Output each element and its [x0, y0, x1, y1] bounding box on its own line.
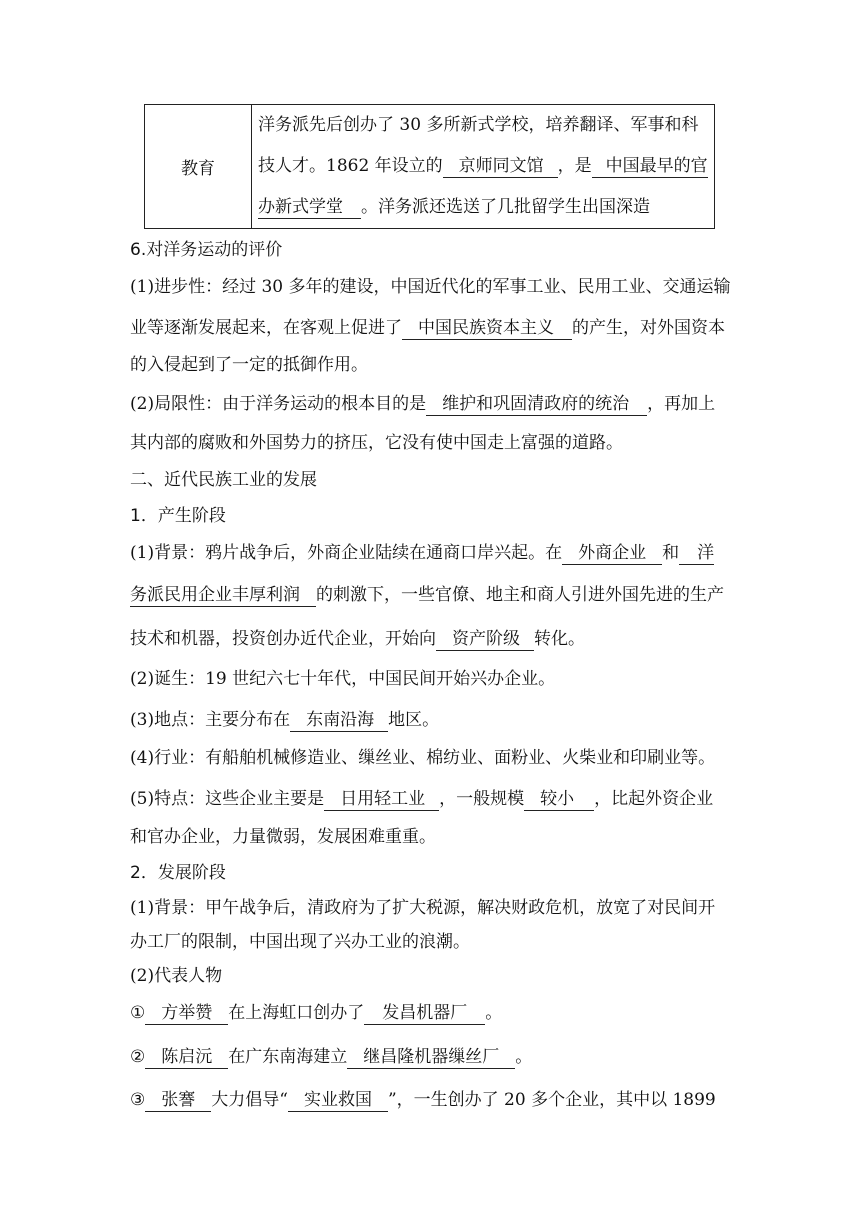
paragraph-line [130, 389, 715, 416]
paragraph-line [130, 998, 502, 1025]
text: (5)特点：这些企业主要是 [130, 789, 325, 809]
subsection-title: 1．产生阶段 [130, 506, 226, 526]
answer-blank: 方举赞 [145, 1002, 228, 1025]
text: (2)局限性：由于洋务运动的根本目的是 [130, 394, 427, 414]
answer-blank: 资产阶级 [436, 628, 534, 651]
answer-blank: 务派民用企业丰厚利润 [130, 584, 316, 607]
text: 的产生，对外国资本 [572, 318, 725, 338]
text: 。洋务派还选送了几批留学生出国深造 [361, 197, 650, 217]
text: 在上海虹口创办了 [228, 1003, 365, 1023]
answer-blank: 张謇 [145, 1089, 211, 1112]
paragraph-line: (2)诞生：19 世纪六七十年代，中国民间开始兴办企业。 [130, 669, 556, 689]
answer-blank: 办新式学堂 [258, 196, 361, 219]
text: ”，一生创办了 20 多个企业，其中以 1899 [387, 1090, 716, 1110]
table-header-cell: 教育 [145, 105, 252, 229]
text: ，再加上 [647, 394, 716, 414]
answer-blank: 发昌机器厂 [364, 1002, 485, 1025]
answer-blank: 外商企业 [562, 542, 662, 565]
section-title: 6.对洋务运动的评价 [130, 240, 283, 260]
answer-blank: 中国最早的官 [592, 155, 708, 178]
text: 。 [485, 1003, 503, 1023]
answer-blank: 中国民族资本主义 [402, 317, 572, 340]
paragraph-line: (2)代表人物 [130, 966, 223, 986]
paragraph-line: (1)背景：甲午战争后，清政府为了扩大税源，解决财政危机，放宽了对民间开 [130, 898, 716, 918]
text: ，一般规模 [439, 789, 525, 809]
table-content-cell [252, 105, 715, 229]
list-number: ② [130, 1047, 146, 1067]
subsection-title: 2．发展阶段 [130, 863, 226, 883]
text: 的刺激下，一些官僚、地主和商人引进外国先进的生产 [316, 585, 724, 605]
paragraph-line [130, 313, 725, 340]
answer-blank: 较小 [524, 788, 594, 811]
list-number: ① [130, 1003, 146, 1023]
text: 大力倡导“ [211, 1090, 288, 1110]
answer-blank: 东南沿海 [290, 709, 388, 732]
paragraph-line [130, 1042, 532, 1069]
table-line-3 [258, 187, 708, 228]
answer-blank: 实业救国 [288, 1089, 388, 1112]
paragraph-line [130, 705, 439, 732]
text: 地区。 [388, 710, 440, 730]
text: 转化。 [534, 629, 585, 649]
paragraph-line [130, 624, 585, 651]
text: 技人才。1862 年设立的 [258, 156, 443, 176]
text: 业等逐渐发展起来，在客观上促进了 [130, 318, 402, 338]
table-line-1: 洋务派先后创办了 30 多所新式学校，培养翻译、军事和科 [258, 115, 699, 135]
answer-blank: 京师同文馆 [443, 155, 558, 178]
text: 和 [662, 543, 680, 563]
paragraph-line [130, 538, 714, 565]
paragraph-line: (1)进步性：经过 30 多年的建设，中国近代化的军事工业、民用工业、交通运输 [130, 277, 731, 297]
text: 。 [515, 1047, 533, 1067]
paragraph-line: 的入侵起到了一定的抵御作用。 [130, 355, 368, 375]
paragraph-line: 和官办企业，力量微弱，发展困难重重。 [130, 827, 436, 847]
answer-blank: 日用轻工业 [324, 788, 439, 811]
paragraph-line: 其内部的腐败和外国势力的挤压，它没有使中国走上富强的道路。 [130, 433, 623, 453]
text: (3)地点：主要分布在 [130, 710, 291, 730]
answer-blank: 继昌隆机器缫丝厂 [347, 1046, 515, 1069]
paragraph-line: (4)行业：有船舶机械修造业、缫丝业、棉纺业、面粉业、火柴业和印刷业等。 [130, 748, 716, 768]
section-title: 二、近代民族工业的发展 [130, 470, 317, 490]
paragraph-line: 办工厂的限制，中国出现了兴办工业的浪潮。 [130, 932, 470, 952]
answer-blank: 陈启沅 [145, 1046, 228, 1069]
text: 技术和机器，投资创办近代企业，开始向 [130, 629, 436, 649]
table-line-2 [258, 146, 708, 187]
answer-blank: 洋 [679, 542, 714, 565]
text: 在广东南海建立 [228, 1047, 348, 1067]
paragraph-line [130, 784, 713, 811]
answer-blank: 维护和巩固清政府的统治 [426, 393, 647, 416]
text: ，是 [557, 156, 592, 176]
text: (1)背景：鸦片战争后，外商企业陆续在通商口岸兴起。在 [130, 543, 563, 563]
paragraph-line [130, 580, 724, 607]
paragraph-line [130, 1085, 716, 1112]
education-table [144, 104, 715, 229]
text: ，比起外资企业 [594, 789, 714, 809]
list-number: ③ [130, 1090, 146, 1110]
